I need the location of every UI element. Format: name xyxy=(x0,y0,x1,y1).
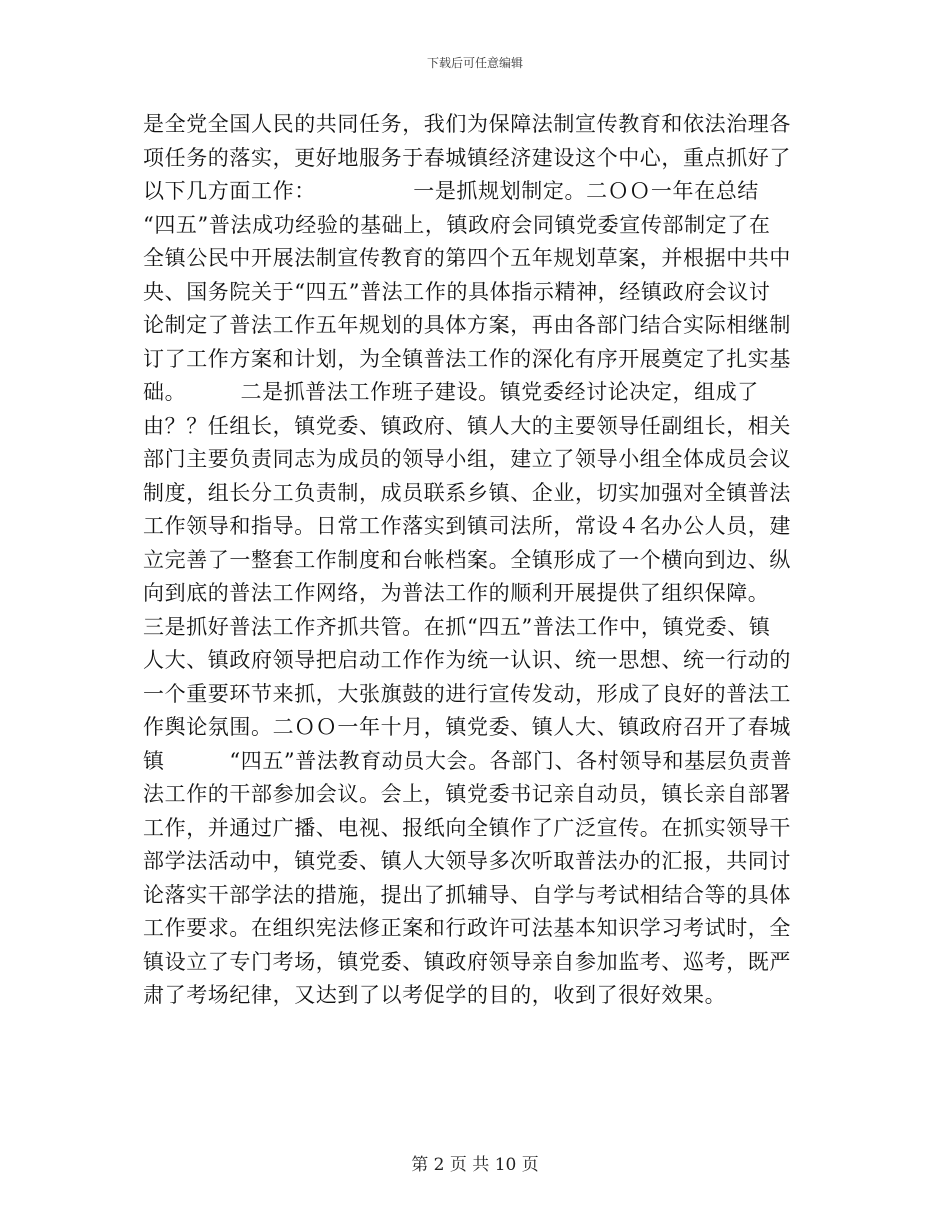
body-line: 一个重要环节来抓，大张旗鼓的进行宣传发动，形成了良好的普法工 xyxy=(143,681,791,706)
page-number-footer: 第 2 页 共 10 页 xyxy=(411,1155,539,1175)
body-line: 三是抓好普法工作齐抓共管。在抓“四五”普法工作中，镇党委、镇 xyxy=(143,614,771,639)
body-line: 项任务的落实，更好地服务于春城镇经济建设这个中心，重点抓好了 xyxy=(143,145,791,170)
body-line: 法工作的干部参加会议。会上，镇党委书记亲自动员，镇长亲自部署 xyxy=(143,782,791,806)
body-line: 论制定了普法工作五年规划的具体方案，再由各部门结合实际相继制 xyxy=(143,313,791,337)
page-header: 下载后可任意编辑 xyxy=(426,56,523,70)
body-line: 肃了考场纪律，又达到了以考促学的目的，收到了很好效果。 xyxy=(143,983,727,1007)
body-line: 人大、镇政府领导把启动工作作为统一认识、统一思想、统一行动的 xyxy=(143,648,791,672)
body-line: 向到底的普法工作网络，为普法工作的顺利开展提供了组织保障。 xyxy=(143,581,770,605)
body-line: 订了工作方案和计划，为全镇普法工作的深化有序开展奠定了扎实基 xyxy=(143,346,791,371)
body-line: 工作要求。在组织宪法修正案和行政许可法基本知识学习考试时，全 xyxy=(143,916,791,940)
body-line: 部学法活动中，镇党委、镇人大领导多次听取普法办的汇报，共同讨 xyxy=(143,849,791,873)
body-line: 部门主要负责同志为成员的领导小组，建立了领导小组全体成员会议 xyxy=(143,447,791,471)
body-line: 央、国务院关于“四五”普法工作的具体指示精神，经镇政府会议讨 xyxy=(143,279,771,304)
document-body xyxy=(143,108,807,1013)
body-line: 工作领导和指导。日常工作落实到镇司法所，常设４名办公人员，建 xyxy=(143,514,791,538)
body-line: 以下几方面工作： 一是抓规划制定。二ＯＯ一年在总结 xyxy=(143,179,759,203)
body-line: 制度，组长分工负责制，成员联系乡镇、企业，切实加强对全镇普法 xyxy=(143,480,791,505)
body-line: 全镇公民中开展法制宣传教育的第四个五年规划草案，并根据中共中 xyxy=(143,246,791,270)
body-line: 立完善了一整套工作制度和台帐档案。全镇形成了一个横向到边、纵 xyxy=(143,547,791,572)
body-line: 论落实干部学法的措施，提出了抓辅导、自学与考试相结合等的具体 xyxy=(143,882,791,907)
body-line: 作舆论氛围。二ＯＯ一年十月，镇党委、镇人大、镇政府召开了春城 xyxy=(143,715,791,739)
body-line: 工作，并通过广播、电视、报纸向全镇作了广泛宣传。在抓实领导干 xyxy=(143,815,791,840)
body-line: 础。 二是抓普法工作班子建设。镇党委经讨论决定，组成了 xyxy=(143,380,759,404)
body-line: 是全党全国人民的共同任务，我们为保障法制宣传教育和依法治理各 xyxy=(143,112,791,136)
body-line: 由？？任组长，镇党委、镇政府、镇人大的主要领导任副组长，相关 xyxy=(143,413,791,438)
body-line: 镇 “四五”普法教育动员大会。各部门、各村领导和基层负责普 xyxy=(143,748,793,773)
body-line: 镇设立了专门考场，镇党委、镇政府领导亲自参加监考、巡考，既严 xyxy=(143,949,791,974)
body-line: “四五”普法成功经验的基础上，镇政府会同镇党委宣传部制定了在 xyxy=(143,212,771,237)
